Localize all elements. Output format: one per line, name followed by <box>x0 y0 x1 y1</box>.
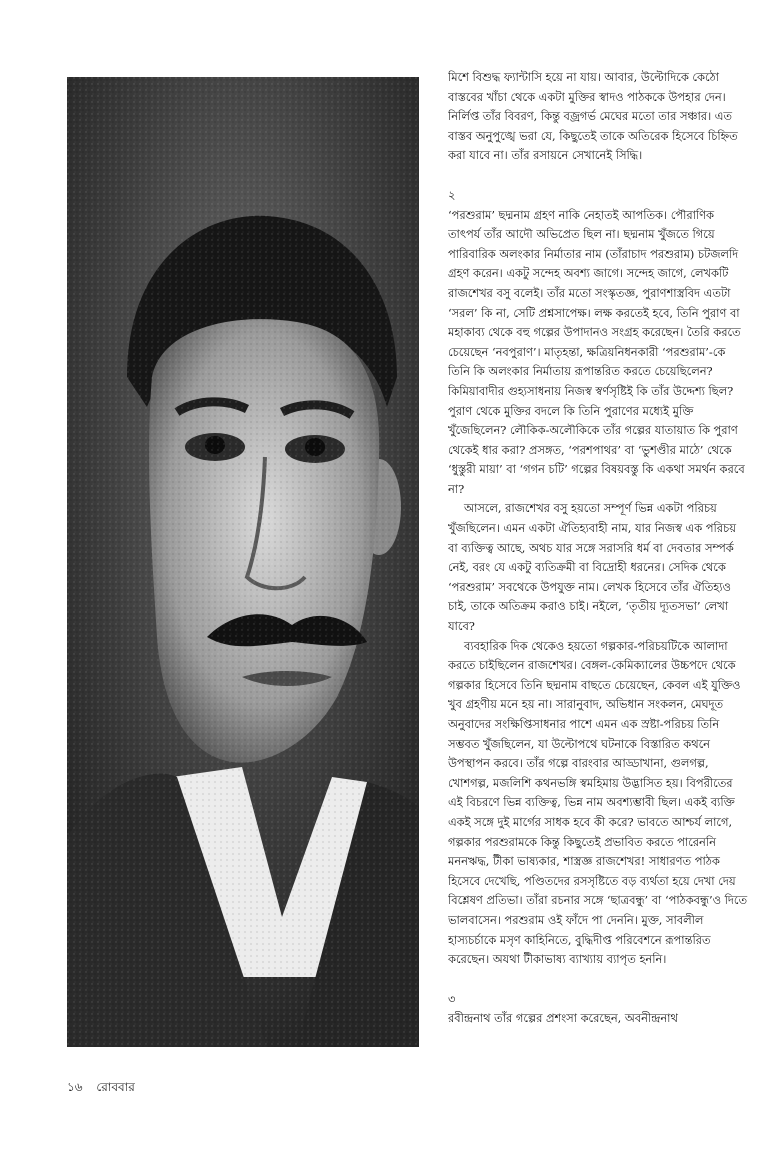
paragraph-3: ব্যবহারিক দিক থেকেও হয়তো গল্পকার-পরিচয়টিকে আলাদা করতে চাইছিলেন রাজশেখর। বেঙ্গল-কেমিক্যালের উচ্চপদে থেকে গল্পকার হিসেবে তিনি ছদ্মনাম বাছতে চেয়েছেন, কেবল এই যুক্তিও খুব গ্রহণীয় মনে হয় না। সারানুবাদ, অভিধান সংকলন, মেঘদূত অনুবাদের সংক্ষিপ্তিসাধনার পাশে এমন এক স্রষ্টা-পরিচয় তিনি সম্ভবত খুঁজছিলেন, যা উল্টোপথে ঘটনাকে বিস্তারিত কথনে উপস্থাপন করবে। তাঁর গল্পে বারংবার আড্ডাখানা, গুলগল্প, খোশগল্প, মজলিশি কথনভঙ্গি স্বমহিমায় উদ্ভাসিত হয়। বিপরীতের এই বিচরণে ভিন্ন ব্যক্তিত্ব, ভিন্ন নাম অবশ্যম্ভাবী ছিল। একই ব্যক্তি একই সঙ্গে দুই মার্গের সাধক হবে কী করে? ভাবতে আশ্চর্য লাগে, গল্পকার পরশুরামকে কিন্তু কিছুতেই প্রভাবিত করতে পারেননি মননঋদ্ধ, টীকা ভাষ্যকার, শাস্ত্রজ্ঞ রাজশেখর! সাধারণত পাঠক হিসেবে দেখেছি, পণ্ডিতদের রসসৃষ্টিতে বড় ব্যর্থতা হয়ে দেখা দেয় বিশ্লেষণ প্রতিভা। তাঁরা রচনার সঙ্গে ‘ছাত্রবন্ধু’ বা ‘পাঠকবন্ধু’ও দিতে ভালবাসেন। পরশুরাম ওই ফাঁদে পা দেননি। মুক্ত, সাবলীল হাস্যচর্চাকে মসৃণ কাহিনিতে, বুদ্ধিদীপ্ত পরিবেশনে রূপান্তরিত করেছেন। অযথা টীকাভাষ্য ব্যাখ্যায় ব্যাপৃত হননি। <box>448 638 748 967</box>
section-number-3: ৩ <box>448 991 456 1006</box>
portrait-photo <box>67 77 419 1047</box>
page-footer <box>67 1079 145 1099</box>
section-number-2: ২ <box>448 187 456 202</box>
paragraph-1: ‘পরশুরাম’ ছদ্মনাম গ্রহণ নাকি নেহাতই আপতিক। পৌরাণিক তাৎপর্য তাঁর আদৌ অভিপ্রেত ছিল না। ছদ্মনাম খুঁজতে গিয়ে পারিবারিক অলংকার নির্মাতার নাম (তাঁরাচাদ পরশুরাম) চটজলদি গ্রহণ করেন। একটু সন্দেহ অবশ্য জাগে। সন্দেহ জাগে, লেখকটি রাজশেখর বসু বলেই। তাঁর মতো সংস্কৃতজ্ঞ, পুরাণশাস্ত্রবিদ এতটা ‘সরল’ কি না, সেটি প্রশ্নসাপেক্ষ। লক্ষ করতেই হবে, তিনি পুরাণ বা মহাকাব্য থেকে বহু গল্পের উপাদানও সংগ্রহ করেছেন। তৈরি করতে চেয়েছেন ‘নবপুরাণ’। মাতৃহন্তা, ক্ষত্রিয়নিধনকারী ‘পরশুরাম’-কে তিনি কি অলংকার নির্মাতায় রূপান্তরিত করতে চেয়েছিলেন? কিমিয়াবাদীর গুহ্যসাধনায় নিজস্ব স্বর্ণসৃষ্টিই কি তাঁর উদ্দেশ্য ছিল? পুরাণ থেকে মুক্তির বদলে কি তিনি পুরাণের মধ্যেই মুক্তি খুঁজেছিলেন? লৌকিক-অলৌকিকে তাঁর গল্পের যাতায়াত কি পুরাণ থেকেই ধার করা? প্রসঙ্গত, ‘পরশপাথর’ বা ‘ভুশণ্ডীর মাঠে’ থেকে ‘ধুস্তুরী মায়া’ বা ‘গগন চটি’ গল্পের বিষয়বস্তু কি একথা সমর্থন করবে না? <box>448 207 745 496</box>
article-column <box>448 68 748 1083</box>
publication-name: রোববার <box>96 1080 135 1094</box>
paragraph-2: আসলে, রাজশেখর বসু হয়তো সম্পূর্ণ ভিন্ন একটা পরিচয় খুঁজছিলেন। এমন একটা ঐতিহ্যবাহী নাম, যার নিজস্ব এক পরিচয় বা ব্যক্তিত্ব আছে, অথচ যার সঙ্গে সরাসরি ধর্ম বা দেবতার সম্পর্ক নেই, বরং যে একটু ব্যতিক্রমী বা বিদ্রোহী ধরনের। সেদিক থেকে ‘পরশুরাম’ সবথেকে উপযুক্ত নাম। লেখক হিসেবে তাঁর ঐতিহ্যও চাই, তাকে অতিক্রম করাও চাই। নইলে, ‘তৃতীয় দ্যূতসভা’ লেখা যাবে? <box>448 501 736 634</box>
paragraph-4: রবীন্দ্রনাথ তাঁর গল্পের প্রশংসা করেছেন, অবনীন্দ্রনাথ <box>448 1011 678 1026</box>
paragraph-intro: মিশে বিশুদ্ধ ফ্যান্টাসি হয়ে না যায়। আবার, উল্টোদিকে কেঠো বাস্তবের খাঁচা থেকে একটা মুক্তির স্বাদও পাঠককে উপহার দেন। নির্লিপ্ত তাঁর বিবরণ, কিন্তু বজ্রগর্ভ মেঘের মতো তার সঞ্চার। এত বাস্তব অনুপুঙ্খে ভরা যে, কিছুতেই তাকে অতিরেক হিসেবে চিহ্নিত করা যাবে না। তাঁর রসায়নে সেখানেই সিদ্ধি। <box>448 70 738 163</box>
page-number: ১৬ <box>67 1080 83 1094</box>
